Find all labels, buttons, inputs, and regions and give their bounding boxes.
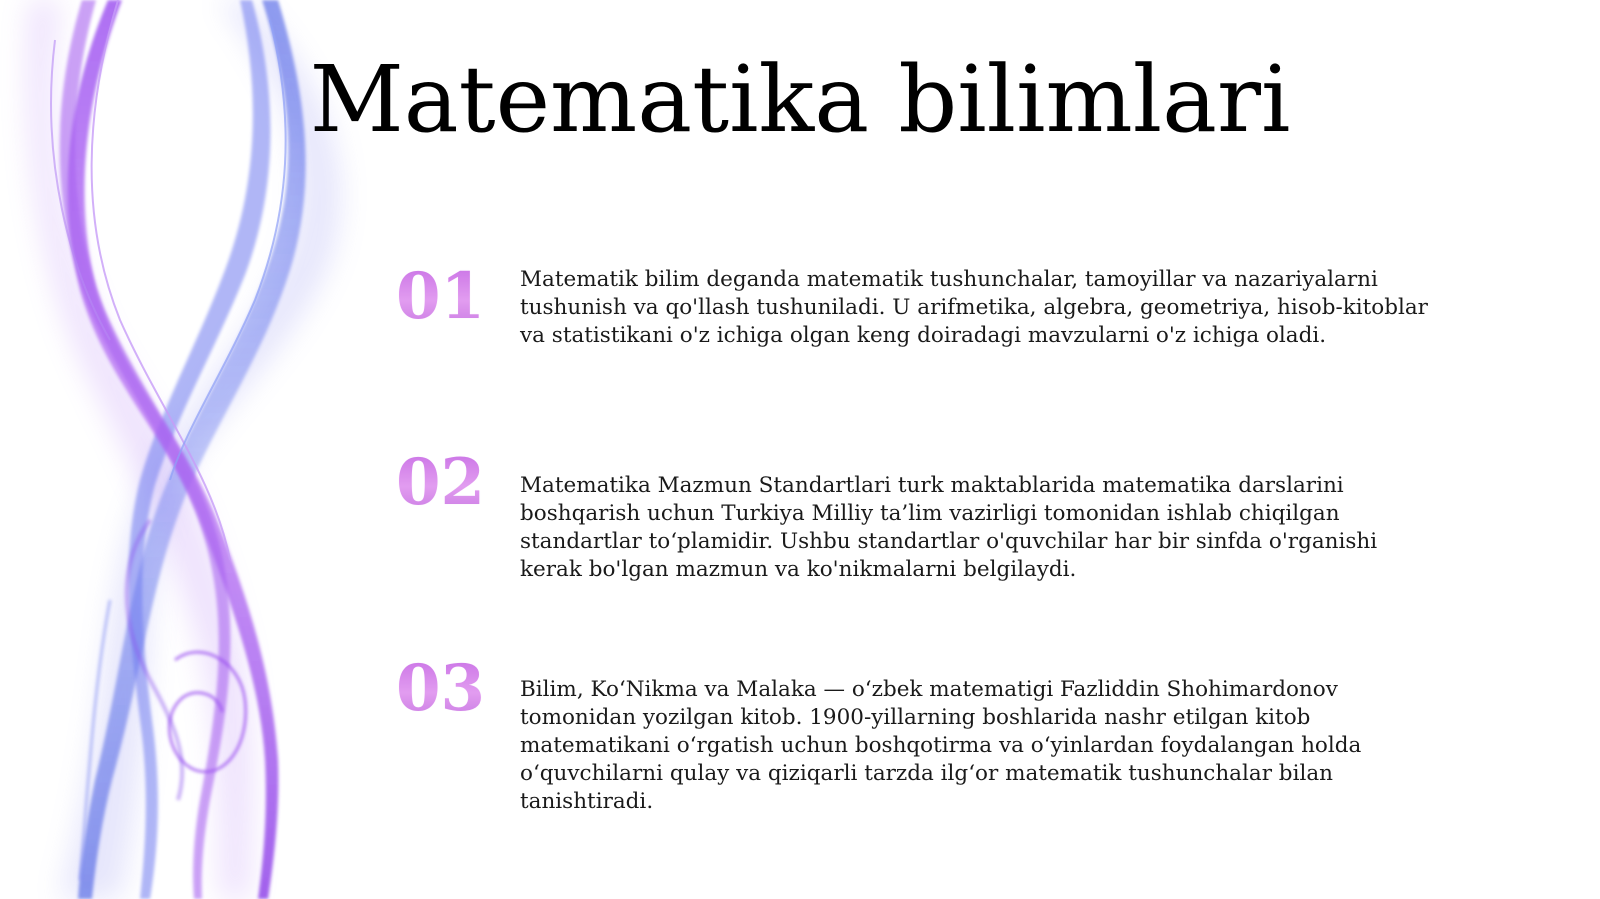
item-number: 03 — [396, 654, 516, 724]
item-text: Matematik bilim deganda matematik tushunchalar, tamoyillar va nazariyalarni tushunish va qo'llash tushuniladi. U arifmetika, algebra, geometriya, hisob-kitoblar va statistikani o'z ichiga olgan keng doiradagi mavzularni o'z ichiga oladi. — [520, 267, 1428, 348]
item-text: Matematika Mazmun Standartlari turk maktablarida matematika darslarini boshqarish uchun Turkiya Milliy ta’lim vazirligi tomonidan ishlab chiqilgan standartlar to‘plamidir. Ushbu standartlar o'quvchilar har bir sinfda o'rganishi kerak bo'lgan mazmun va ko'nikmalarni belgilaydi. — [520, 473, 1378, 582]
item-number: 01 — [396, 262, 516, 332]
item-number: 02 — [396, 448, 516, 518]
slide-title: Matematika bilimlari — [309, 46, 1291, 153]
item-text: Bilim, Ko‘Nikma va Malaka — o‘zbek matematigi Fazliddin Shohimardonov tomonidan yozilgan kitob. 1900-yillarning boshlarida nashr etilgan kitob matematikani o‘rgatish uchun boshqotirma va o‘yinlardan foydalangan holda o‘quvchilarni qulay va qiziqarli tarzda ilg‘or matematik tushunchalar bilan tanishtiradi. — [520, 677, 1362, 814]
